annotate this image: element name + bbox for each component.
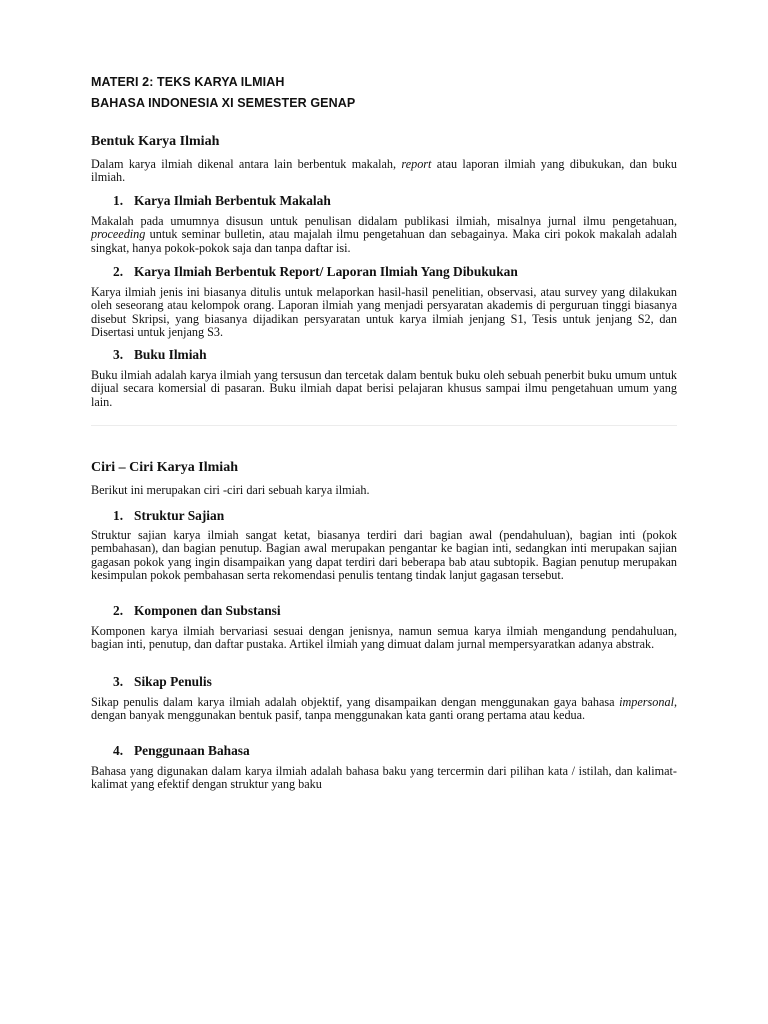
item-number: 1. (113, 508, 124, 523)
ciri-intro: Berikut ini merupakan ciri -ciri dari sebuah karya ilmiah. (91, 483, 370, 497)
document-title: MATERI 2: TEKS KARYA ILMIAH (91, 75, 285, 89)
item-title: Karya Ilmiah Berbentuk Makalah (134, 193, 331, 208)
paragraph-sikap (91, 696, 677, 723)
text-fragment: Sikap penulis dalam karya ilmiah adalah objektif, yang disampaikan dengan menggunakan gaya bahasa (91, 695, 620, 709)
paragraph-komponen: Komponen karya ilmiah bervariasi sesuai dengan jenisnya, namun semua karya ilmiah mengandung pendahuluan, bagian inti, penutup, dan daftar pustaka. Artikel ilmiah yang dimuat dalam jurnal mempersyaratkan adanya abstrak. (91, 624, 677, 652)
paragraph-report: Karya ilmiah jenis ini biasanya ditulis untuk melaporkan hasil-hasil penelitian, observasi, atau survey yang dilakukan oleh seseorang atau kelompok orang. Laporan ilmiah yang menjadi persyaratan akademis di perguruan tinggi biasanya disebut Skripsi, yang biasanya dijadikan persyaratan untuk karya ilmiah jenjang S1, Tesis untuk jenjang S2, dan Disertasi untuk jenjang S3. (91, 285, 677, 340)
subheading-sikap (113, 674, 212, 690)
item-title: Penggunaan Bahasa (134, 743, 250, 758)
document-header (91, 72, 355, 114)
text-fragment: untuk seminar bulletin, atau majalah ilmu pengetahuan dan sebagainya. Maka ciri pokok makalah adalah singkat, hanya pokok-pokok saja dan tanpa daftar isi. (91, 227, 677, 255)
italic-term: proceeding (91, 227, 146, 242)
item-title: Struktur Sajian (134, 508, 225, 523)
text-fragment: atau laporan ilmiah yang dibukukan, dan buku ilmiah. (91, 157, 677, 185)
text-fragment: Makalah pada umumnya disusun untuk penulisan didalam publikasi ilmiah, misalnya jurnal ilmu pengetahuan, (91, 214, 677, 228)
item-number: 4. (113, 743, 124, 758)
document-subtitle: BAHASA INDONESIA XI SEMESTER GENAP (91, 96, 356, 110)
paragraph-buku: Buku ilmiah adalah karya ilmiah yang tersusun dan tercetak dalam bentuk buku oleh sebuah penerbit buku umum untuk dijual secara komersial di pasaran. Buku ilmiah dapat berisi pelajaran khusus sampai ilmu pengetahuan umum yang lain. (91, 368, 677, 409)
section-heading-ciri: Ciri – Ciri Karya Ilmiah (91, 460, 238, 475)
item-title: Sikap Penulis (134, 674, 212, 689)
subheading-struktur (113, 508, 224, 524)
bentuk-intro (91, 158, 677, 185)
item-title: Komponen dan Substansi (134, 603, 281, 618)
text-fragment: , dengan banyak menggunakan bentuk pasif, tanpa menggunakan kata ganti orang pertama atau kedua. (91, 695, 677, 723)
subheading-komponen (113, 603, 281, 619)
section-heading-bentuk: Bentuk Karya Ilmiah (91, 134, 220, 149)
item-title: Buku Ilmiah (134, 347, 207, 362)
subheading-buku (113, 347, 207, 363)
subheading-makalah (113, 193, 331, 209)
subheading-bahasa (113, 743, 250, 759)
item-number: 3. (113, 674, 124, 689)
item-number: 1. (113, 193, 124, 208)
item-number: 2. (113, 603, 124, 618)
italic-term: report (401, 157, 432, 171)
paragraph-bahasa: Bahasa yang digunakan dalam karya ilmiah adalah bahasa baku yang tercermin dari pilihan kata / istilah, dan kalimat-kalimat yang efektif dengan struktur yang baku (91, 764, 677, 792)
item-title: Karya Ilmiah Berbentuk Report/ Laporan Ilmiah Yang Dibukukan (134, 264, 518, 279)
paragraph-makalah (91, 215, 677, 255)
subheading-report (113, 264, 518, 280)
section-divider (91, 425, 677, 426)
text-fragment: Dalam karya ilmiah dikenal antara lain berbentuk makalah, (91, 157, 402, 171)
item-number: 3. (113, 347, 124, 362)
italic-term: impersonal (619, 695, 674, 709)
item-number: 2. (113, 264, 124, 279)
paragraph-struktur: Struktur sajian karya ilmiah sangat ketat, biasanya terdiri dari bagian awal (pendahuluan), bagian inti (pokok pembahasan), dan bagian penutup. Bagian awal merupakan pengantar ke bagian inti, sedangkan inti merupakan sajian gagasan pokok yang ingin disampaikan yang dapat terdiri dari beberapa bab atau subtopik. Bagian penutup merupakan kesimpulan pokok pembahasan serta rekomendasi penulis tentang tindak lanjut gagasan tersebut. (91, 528, 677, 583)
